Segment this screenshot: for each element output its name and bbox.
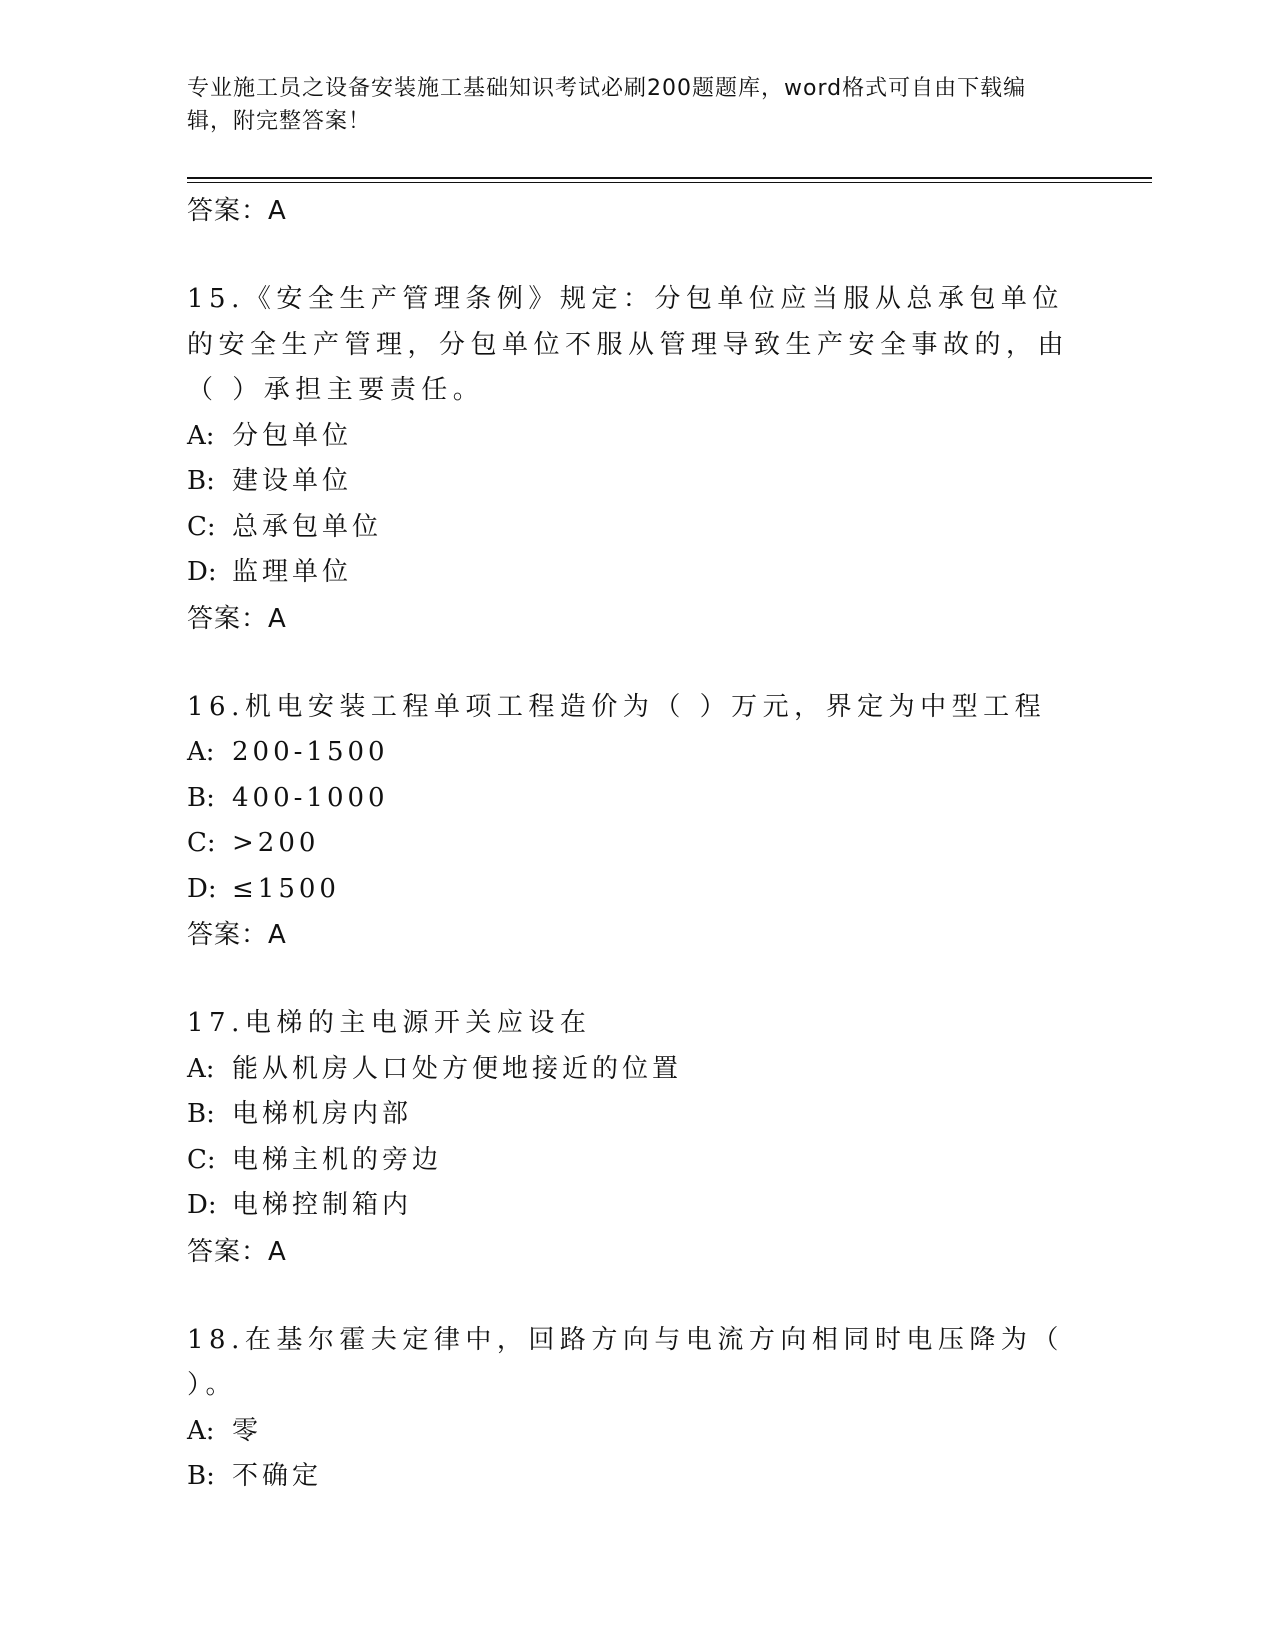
spacer xyxy=(187,1275,1087,1318)
header-divider-thin xyxy=(187,182,1152,183)
previous-answer: 答案：A xyxy=(187,196,287,226)
option-b xyxy=(187,1454,1087,1500)
option-c xyxy=(187,1138,1087,1184)
answer-line: 答案：A xyxy=(187,1236,287,1267)
spacer xyxy=(187,234,1087,277)
question-text: 16.机电安装工程单项工程造价为（ ）万元，界定为中型工程 xyxy=(187,691,1047,722)
question-text: 17.电梯的主电源开关应设在 xyxy=(187,1008,592,1038)
option-a xyxy=(187,1047,1087,1093)
option-text: 总承包单位 xyxy=(232,511,383,542)
option-key: B: xyxy=(187,466,215,496)
document-header: 专业施工员之设备安装施工基础知识考试必刷200题题库，word格式可自由下载编辑，附完整答案！ xyxy=(187,76,1027,134)
spacer xyxy=(187,642,1087,685)
question-17 xyxy=(187,1001,1087,1275)
spacer xyxy=(187,958,1087,1001)
option-text: 建设单位 xyxy=(232,466,353,496)
question-18 xyxy=(187,1318,1087,1500)
header-divider-thick xyxy=(187,177,1152,179)
option-key: C: xyxy=(187,828,216,858)
option-a xyxy=(187,730,1087,776)
answer-line: 答案：A xyxy=(187,603,287,634)
option-key: D: xyxy=(187,1190,217,1220)
question-list xyxy=(187,188,1087,1500)
option-a xyxy=(187,1409,1087,1455)
option-key: A: xyxy=(187,420,215,451)
option-text: 400-1000 xyxy=(232,782,389,813)
option-text: 电梯主机的旁边 xyxy=(232,1144,443,1175)
option-key: A: xyxy=(187,737,215,767)
option-text: 能从机房人口处方便地接近的位置 xyxy=(232,1053,683,1084)
option-text: 监理单位 xyxy=(232,557,353,587)
answer-line: 答案：A xyxy=(187,920,287,950)
option-b xyxy=(187,1092,1087,1138)
option-key: A: xyxy=(187,1053,215,1084)
question-text: 18.在基尔霍夫定律中，回路方向与电流方向相同时电压降为（ ）。 xyxy=(187,1324,1064,1400)
question-text: 15.《安全生产管理条例》规定：分包单位应当服从总承包单位的安全生产管理，分包单位不服从管理导致生产安全事故的，由（ ）承担主要责任。 xyxy=(187,284,1070,405)
option-key: B: xyxy=(187,782,215,813)
option-text: 电梯控制箱内 xyxy=(232,1190,413,1220)
option-text: >200 xyxy=(232,828,320,858)
option-a xyxy=(187,414,1087,460)
option-key: B: xyxy=(187,1099,215,1129)
option-key: D: xyxy=(187,557,217,587)
option-text: 不确定 xyxy=(232,1461,323,1491)
option-c xyxy=(187,505,1087,551)
option-text: ≤1500 xyxy=(232,873,340,904)
question-16 xyxy=(187,685,1087,959)
option-d xyxy=(187,550,1087,596)
option-key: C: xyxy=(187,511,216,542)
option-text: 零 xyxy=(232,1415,263,1446)
option-key: B: xyxy=(187,1461,215,1491)
option-c xyxy=(187,821,1087,867)
question-15 xyxy=(187,277,1087,642)
option-text: 电梯机房内部 xyxy=(232,1099,413,1129)
option-b xyxy=(187,459,1087,505)
option-key: C: xyxy=(187,1144,216,1175)
option-d xyxy=(187,867,1087,913)
option-text: 200-1500 xyxy=(232,737,389,767)
option-key: A: xyxy=(187,1415,215,1446)
option-d xyxy=(187,1183,1087,1229)
option-text: 分包单位 xyxy=(232,420,353,451)
option-b xyxy=(187,776,1087,822)
option-key: D: xyxy=(187,873,217,904)
